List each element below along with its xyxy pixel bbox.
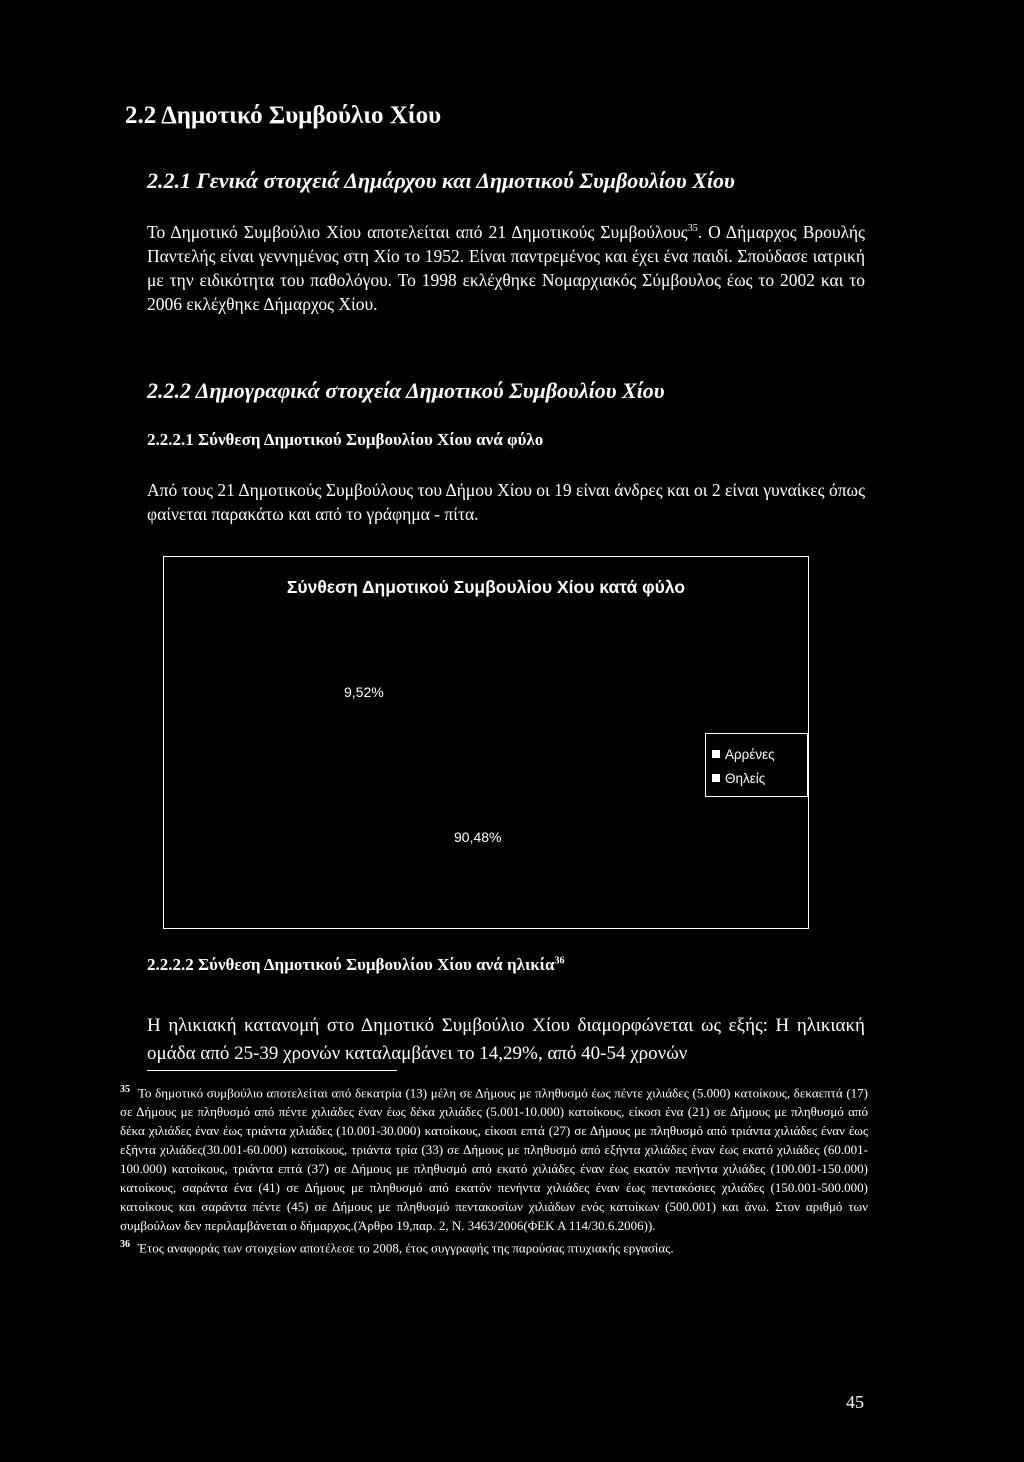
pie-data-label-male: 90,48% (454, 829, 502, 845)
subsubsection-heading-age: 2.2.2.2 Σύνθεση Δημοτικού Συμβουλίου Χίου ανά ηλικία$^{36}$ (147, 955, 565, 974)
chart-legend (705, 733, 808, 797)
pie-chart (163, 556, 809, 929)
subsection-heading-demographics: 2.2.2 Δημογραφικά στοιχεία Δημοτικού Συμβουλίου Χίου (147, 378, 665, 403)
subsection-heading-general: 2.2.1 Γενικά στοιχειά Δημάρχου και Δημοτικού Συμβουλίου Χίου (147, 168, 735, 193)
section-heading: 2.2 Δημοτικό Συμβούλιο Χίου (125, 102, 442, 129)
paragraph-gender: Από τους 21 Δημοτικούς Συμβούλους του Δήμου Χίου οι 19 είναι άνδρες και οι 2 είναι γυναίκες όπως φαίνεται παρακάτω και από το γράφημα - πίτα. (147, 480, 865, 524)
legend-item-female: Θηλείς (712, 766, 807, 790)
footnote-36: $^{36}$ Έτος αναφοράς των στοιχείων αποτέλεσε το 2008, έτος συγγραφής της παρούσας πτυχιακής εργασίας. (120, 1239, 674, 1256)
paragraph-age: Η ηλικιακή κατανομή στο Δημοτικό Συμβούλιο Χίου διαμορφώνεται ως εξής: Η ηλικιακή ομάδα από 25-39 χρονών καταλαμβάνει το 14,29%, από 40-54 χρονών (147, 1015, 865, 1064)
pie-chart-svg (164, 557, 704, 927)
page-number: 45 (846, 1392, 864, 1412)
legend-swatch-male (712, 750, 720, 758)
subsubsection-heading-gender: 2.2.2.1 Σύνθεση Δημοτικού Συμβουλίου Χίου ανά φύλο (147, 430, 544, 449)
chart-title: Σύνθεση Δημοτικού Συμβουλίου Χίου κατά φύλο (286, 577, 686, 597)
legend-swatch-female (712, 774, 720, 782)
footnote-ref-35[interactable]: 35 (687, 223, 698, 235)
pie-data-label-female: 9,52% (344, 684, 384, 700)
footnotes (120, 1080, 868, 1258)
paragraph-mayor-info: Το Δημοτικό Συμβούλιο Χίου αποτελείται από 21 Δημοτικούς Συμβούλους$^{35}$. Ο Δήμαρχος Βρουλής Παντελής είναι γεννημένος στη Χίο το 1952. Είναι παντρεμένος και έχει ένα παιδί. Σπούδασε ιατρική με την ειδικότητα του παθολόγου. Το 1998 εκλέχθηκε Νομαρχιακός Σύμβουλος έως το 2002 και το 2006 εκλέχθηκε Δήμαρχος Χίου. (147, 222, 865, 314)
footnote-divider (147, 1070, 397, 1071)
footnote-ref-36[interactable]: 36 (554, 955, 565, 967)
legend-item-male: Αρρένες (712, 742, 807, 766)
footnote-35: $^{35}$ Το δημοτικό συμβούλιο αποτελείται από δεκατρία (13) μέλη σε Δήμους με πληθυσμό έως πέντε χιλιάδες (5.000) κατοίκους, δεκαεπτά (17) σε Δήμους με πληθυσμό από πέντε χιλιάδες έναν έως δέκα χιλιάδες (5.001-10.000) κατοίκους, είκοσι ένα (21) σε Δήμους με πληθυσμό από δέκα χιλιάδες έναν έως τριάντα χιλιάδες (10.001-30.000) κατοίκους, είκοσι επτά (27) σε Δήμους με πληθυσμό από τριάντα χιλιάδες έναν έως εξήντα χιλιάδες(30.001-60.000) κατοίκους, τριάντα τρία (33) σε Δήμους με πληθυσμό από εξήντα χιλιάδες έναν έως εκατό χιλιάδες (60.001-100.000) κατοίκους, τριάντα επτά (37) σε Δήμους με πληθυσμό από εκατό χιλιάδες έναν έως εκατόν πενήντα χιλιάδες (100.001-150.000) κατοίκους, σαράντα ένα (41) σε Δήμους με πληθυσμό από εκατόν πενήντα χιλιάδες έναν έως πεντακόσιες χιλιάδες (150.001-500.000) κατοίκους και σαράντα πέντε (45) σε Δήμους με πληθυσμό πεντακοσίων χιλιάδων ενός κατοίκων (500.001) και άνω. Στον αριθμό των συμβούλων δεν περιλαμβάνεται ο δήμαρχος.(Άρθρο 19,παρ. 2, Ν. 3463/2006(ΦΕΚ Α 114/30.6.2006)). (120, 1084, 868, 1234)
